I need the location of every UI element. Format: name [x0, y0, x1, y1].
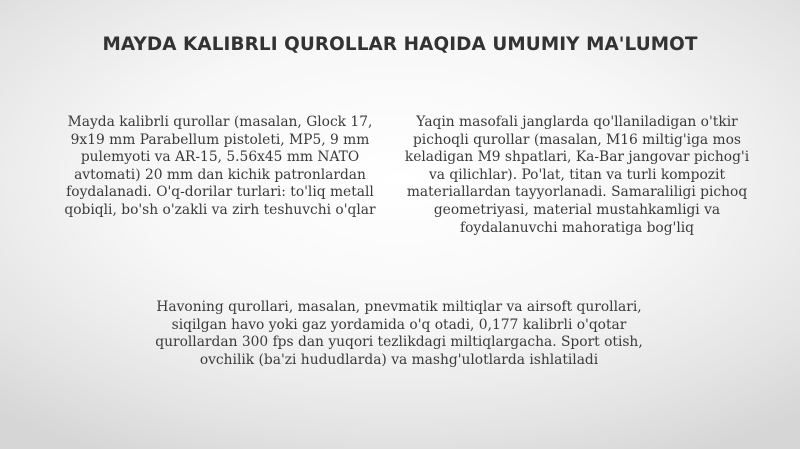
- air-weapons-text: Havoning qurollari, masalan, pnevmatik miltiqlar va airsoft qurollari, siqilgan havo yoki gaz yordamida o'q otadi, 0,177 kalibrli o'qotar qurollardan 300 fps dan yuqori tezlikdagi miltiqlargacha. Sport otish, ovchilik (ba'zi hududlarda) va mashg'ulotlarda ishlatiladi: [155, 299, 643, 368]
- small-caliber-weapons-text: Mayda kalibrli qurollar (masalan, Glock 17, 9x19 mm Parabellum pistoleti, MP5, 9 mm pulemyoti va AR-15, 5.56x45 mm NATO avtomati) 20 mm dan kichik patronlardan foydalanadi. O'q-dorilar turlari: to'liq metall qobiqli, bo'sh o'zakli va zirh teshuvchi o'qlar: [64, 114, 376, 218]
- bladed-weapons-text: Yaqin masofali janglarda qo'llaniladigan o'tkir pichoqli qurollar (masalan, M16 miltig'iga mos keladigan M9 shpatlari, Ka-Bar jangovar pichog'i va qilichlar). Po'lat, titan va turli kompozit materiallardan tayyorlanadi. Samaraliligi pichoq geometriyasi, material mustahkamligi va foydalanuvchi mahoratiga bog'liq: [404, 114, 750, 236]
- slide-title: MAYDA KALIBRLI QUROLLAR HAQIDA UMUMIY MA'LUMOT: [102, 34, 698, 55]
